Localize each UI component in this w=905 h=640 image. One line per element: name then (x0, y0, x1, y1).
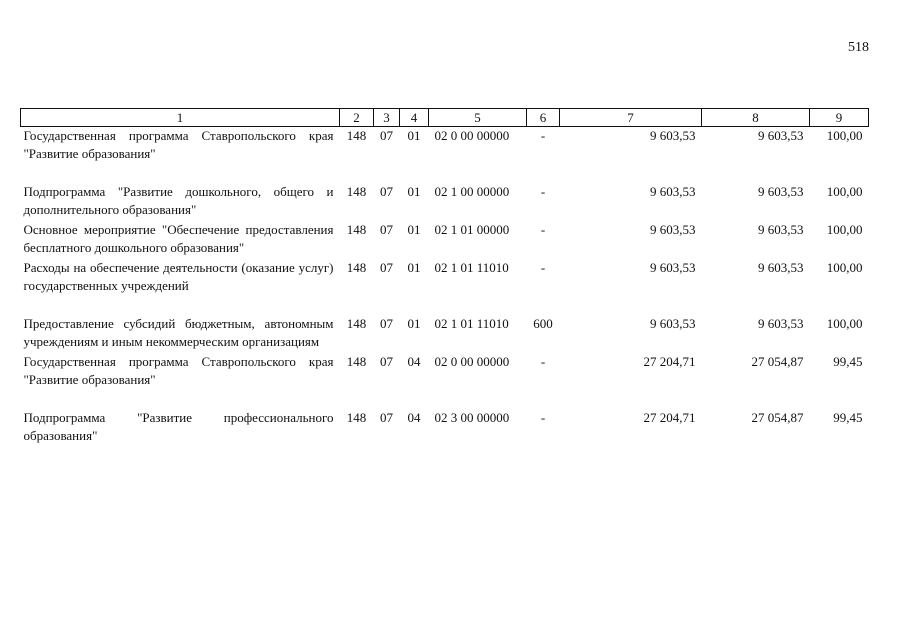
row-spacer (21, 165, 869, 183)
row-col-2: 148 (346, 184, 367, 199)
table-row (21, 259, 869, 297)
row-col-7: 9 603,53 (650, 316, 696, 331)
row-col-7: 27 204,71 (643, 410, 696, 425)
row-col-9: 100,00 (826, 128, 863, 143)
page-number: 518 (848, 40, 869, 55)
row-col-3: 07 (380, 260, 393, 275)
row-col-3: 07 (380, 222, 393, 237)
row-col-8: 27 054,87 (751, 410, 804, 425)
row-col-9: 99,45 (833, 354, 863, 369)
row-col-5: 02 0 00 00000 (434, 354, 510, 369)
row-col-5: 02 1 01 11010 (434, 316, 509, 331)
row-col-4: 01 (407, 260, 421, 275)
row-col-2: 148 (346, 260, 367, 275)
row-col-5: 02 3 00 00000 (434, 410, 510, 425)
row-col-4: 04 (407, 410, 421, 425)
row-col-6: - (540, 222, 546, 237)
row-col-9: 100,00 (826, 316, 863, 331)
budget-table (20, 108, 869, 447)
row-col-6: - (540, 184, 546, 199)
row-col-4: 01 (407, 222, 421, 237)
row-spacer (21, 391, 869, 409)
table-row (21, 315, 869, 353)
row-col-3: 07 (380, 128, 393, 143)
row-name: Подпрограмма "Развитие профессионального образования" (23, 410, 334, 443)
row-col-8: 9 603,53 (758, 184, 804, 199)
row-col-7: 9 603,53 (650, 260, 696, 275)
header-col-9: 9 (810, 109, 869, 127)
row-col-3: 07 (380, 354, 393, 369)
row-col-6: - (540, 410, 546, 425)
row-col-8: 9 603,53 (758, 260, 804, 275)
row-spacer (21, 297, 869, 315)
table-row (21, 127, 869, 166)
row-col-5: 02 1 01 11010 (434, 260, 509, 275)
row-col-4: 01 (407, 184, 421, 199)
table-row (21, 409, 869, 447)
row-spacer-cell (21, 391, 869, 409)
row-name: Государственная программа Ставропольского края "Развитие образования" (23, 128, 334, 161)
row-name: Государственная программа Ставропольского края "Развитие образования" (23, 354, 334, 387)
row-col-2: 148 (346, 410, 367, 425)
table-row (21, 353, 869, 391)
row-name: Подпрограмма "Развитие дошкольного, общего и дополнительного образования" (23, 184, 334, 217)
header-col-6: 6 (527, 109, 560, 127)
row-col-9: 100,00 (826, 184, 863, 199)
row-col-3: 07 (380, 410, 393, 425)
row-col-2: 148 (346, 128, 367, 143)
row-col-8: 9 603,53 (758, 222, 804, 237)
row-col-4: 01 (407, 128, 421, 143)
row-name: Расходы на обеспечение деятельности (оказание услуг) государственных учреждений (23, 260, 334, 293)
row-name: Основное мероприятие "Обеспечение предоставления бесплатного дошкольного образования" (23, 222, 334, 255)
row-col-7: 27 204,71 (643, 354, 696, 369)
table-body (21, 127, 869, 448)
header-col-4: 4 (400, 109, 429, 127)
header-col-7: 7 (560, 109, 702, 127)
row-col-2: 148 (346, 354, 367, 369)
table-row (21, 183, 869, 221)
row-col-4: 01 (407, 316, 421, 331)
row-spacer-cell (21, 165, 869, 183)
header-col-3: 3 (374, 109, 400, 127)
row-col-2: 148 (346, 316, 367, 331)
row-name: Предоставление субсидий бюджетным, автономным учреждениям и иным некоммерческим организациям (23, 316, 334, 349)
header-col-5: 5 (429, 109, 527, 127)
header-col-1: 1 (21, 109, 340, 127)
row-col-6: - (540, 354, 546, 369)
row-col-2: 148 (346, 222, 367, 237)
row-col-5: 02 0 00 00000 (434, 128, 510, 143)
row-col-6: - (540, 128, 546, 143)
row-col-8: 27 054,87 (751, 354, 804, 369)
row-col-9: 100,00 (826, 260, 863, 275)
table-row (21, 221, 869, 259)
row-col-6: 600 (533, 316, 553, 331)
row-col-3: 07 (380, 184, 393, 199)
row-col-8: 9 603,53 (758, 316, 804, 331)
row-col-7: 9 603,53 (650, 128, 696, 143)
header-col-8: 8 (702, 109, 810, 127)
row-col-5: 02 1 01 00000 (434, 222, 510, 237)
row-col-7: 9 603,53 (650, 222, 696, 237)
row-col-5: 02 1 00 00000 (434, 184, 510, 199)
table-header-row (21, 109, 869, 127)
row-col-9: 99,45 (833, 410, 863, 425)
row-col-9: 100,00 (826, 222, 863, 237)
row-col-3: 07 (380, 316, 393, 331)
row-col-7: 9 603,53 (650, 184, 696, 199)
header-col-2: 2 (340, 109, 374, 127)
row-col-4: 04 (407, 354, 421, 369)
row-spacer-cell (21, 297, 869, 315)
row-col-6: - (540, 260, 546, 275)
row-col-8: 9 603,53 (758, 128, 804, 143)
